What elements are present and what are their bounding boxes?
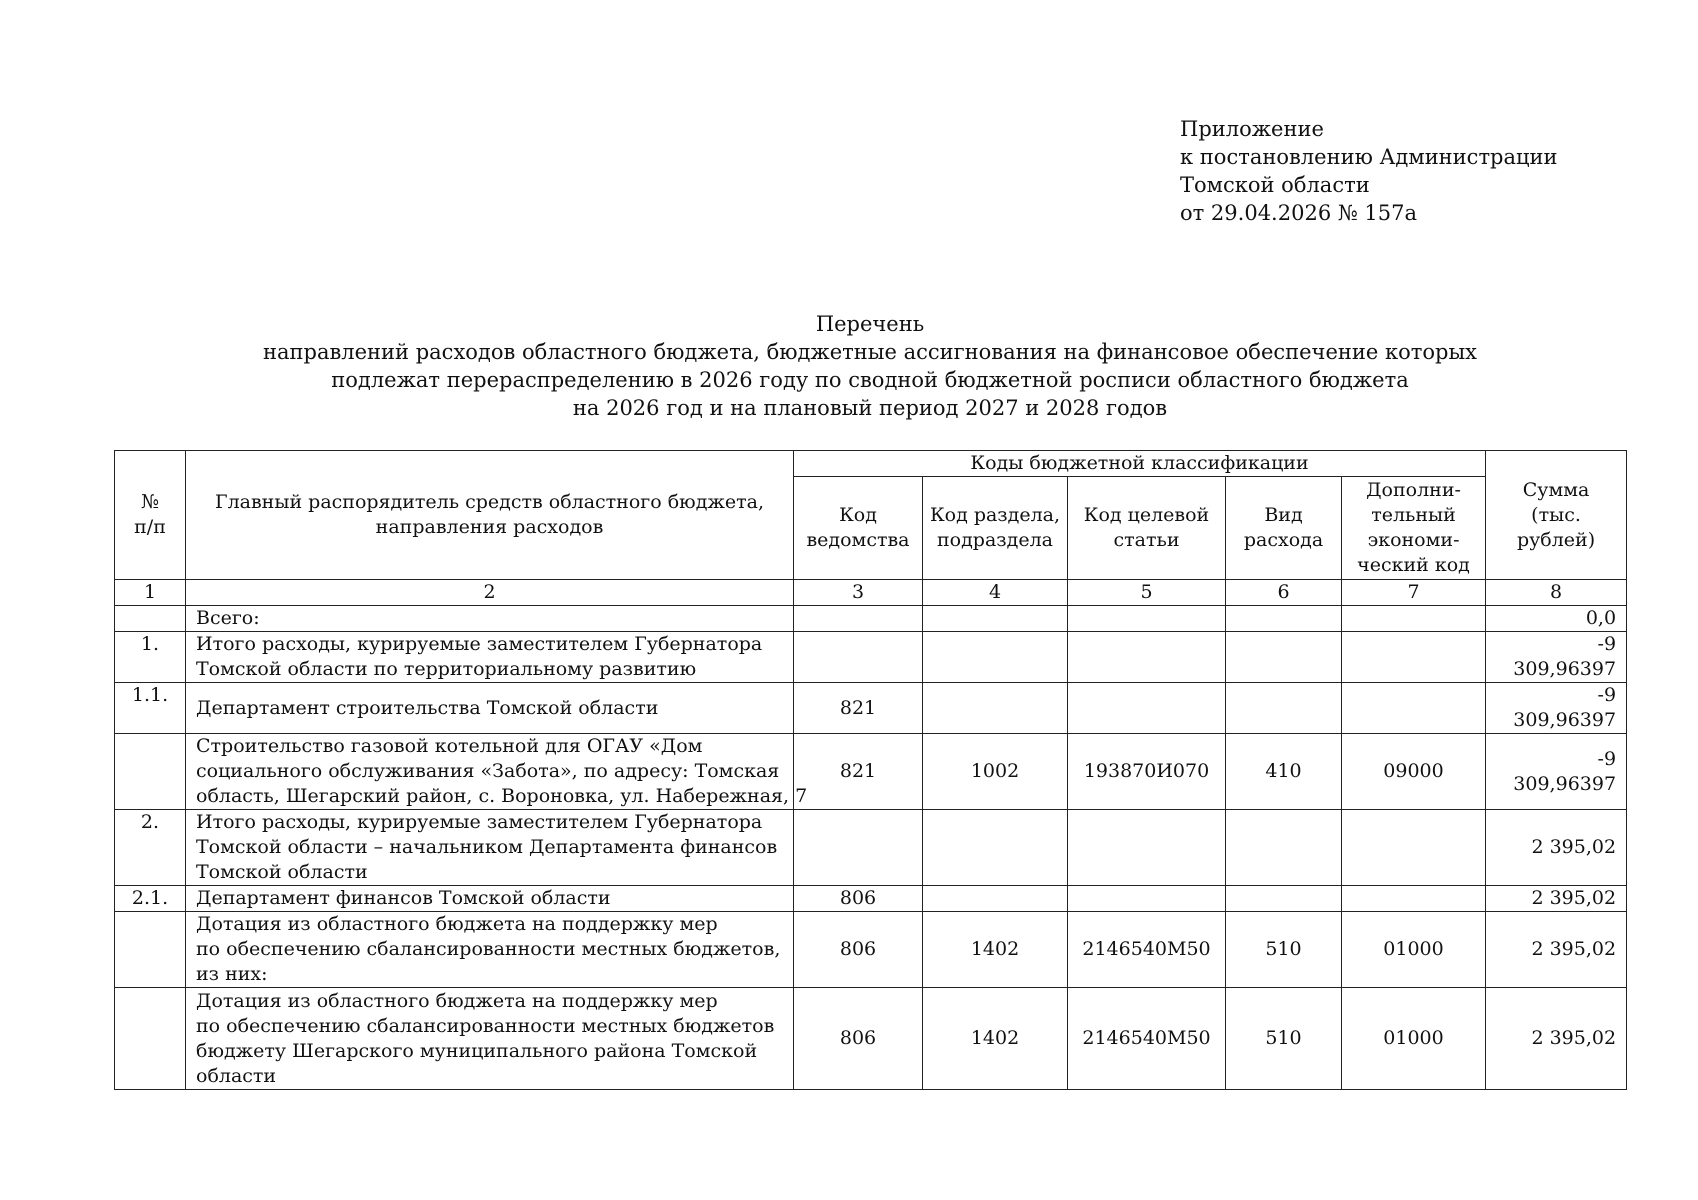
row-code-econ xyxy=(1342,632,1486,683)
appendix-line: от 29.04.2026 № 157а xyxy=(1180,201,1417,225)
row-sum: -9 309,96397 xyxy=(1486,734,1627,810)
row-code-dept: 821 xyxy=(794,683,923,734)
table-row xyxy=(115,912,1627,988)
column-number: 1 xyxy=(115,580,186,606)
row-name xyxy=(186,912,794,988)
row-sum: 2 395,02 xyxy=(1486,912,1627,988)
title-line: подлежат перераспределению в 2026 году по сводной бюджетной росписи областного бюджета xyxy=(331,368,1409,392)
row-name-line: Департамент финансов Томской области xyxy=(196,887,611,909)
row-code-target: 2146540М50 xyxy=(1068,912,1226,988)
row-sum: -9 309,96397 xyxy=(1486,632,1627,683)
row-name xyxy=(186,886,794,912)
header-code-econ: Дополни- тельный экономи- ческий код xyxy=(1342,477,1486,580)
row-name-line: социального обслуживания «Забота», по адресу: Томская xyxy=(196,760,780,782)
row-name xyxy=(186,734,808,810)
row-code-dept xyxy=(794,810,923,886)
row-name xyxy=(186,632,794,683)
row-code-target xyxy=(1068,810,1226,886)
row-code-expense xyxy=(1226,606,1342,632)
row-code-dept: 806 xyxy=(794,912,923,988)
row-name xyxy=(186,683,794,734)
row-name-line: Томской области по территориальному развитию xyxy=(196,658,697,680)
row-code-target xyxy=(1068,683,1226,734)
row-code-target xyxy=(1068,886,1226,912)
row-code-dept: 806 xyxy=(794,988,923,1090)
row-sum: 2 395,02 xyxy=(1486,988,1627,1090)
row-name-line: Томской области – начальником Департамента финансов xyxy=(196,836,778,858)
row-code-dept: 821 xyxy=(794,734,923,810)
row-name-line: из них: xyxy=(196,963,268,985)
column-number: 4 xyxy=(923,580,1068,606)
row-code-section: 1002 xyxy=(923,734,1068,810)
document-title xyxy=(0,310,1698,422)
appendix-line: Томской области xyxy=(1180,173,1370,197)
appendix-block xyxy=(1180,115,1558,227)
header-num: № п/п xyxy=(115,451,186,580)
header-sum: Сумма (тыс. рублей) xyxy=(1486,451,1627,580)
row-code-expense xyxy=(1226,632,1342,683)
row-name-line: бюджету Шегарского муниципального района Томской xyxy=(196,1039,758,1062)
row-code-econ: 01000 xyxy=(1342,912,1486,988)
row-name-line: по обеспечению сбалансированности местных бюджетов, xyxy=(196,938,781,960)
header-code-target: Код целевой статьи xyxy=(1068,477,1226,580)
row-code-section xyxy=(923,606,1068,632)
row-code-econ xyxy=(1342,683,1486,734)
row-code-expense: 410 xyxy=(1226,734,1342,810)
budget-table xyxy=(114,450,1627,1090)
row-number: 1.1. xyxy=(115,683,186,734)
column-number: 8 xyxy=(1486,580,1627,606)
row-code-target xyxy=(1068,632,1226,683)
column-number: 3 xyxy=(794,580,923,606)
row-name-line: область, Шегарский район, с. Вороновка, ул. Набережная, 7 xyxy=(196,785,808,807)
row-code-section xyxy=(923,632,1068,683)
table-row xyxy=(115,886,1627,912)
row-code-section: 1402 xyxy=(923,912,1068,988)
row-name-line: Дотация из областного бюджета на поддержку мер xyxy=(196,913,718,935)
row-name-line: Строительство газовой котельной для ОГАУ «Дом xyxy=(196,735,703,757)
row-number: 2.1. xyxy=(115,886,186,912)
title-line: направлений расходов областного бюджета, бюджетные ассигнования на финансовое обеспечение которых xyxy=(262,340,1477,364)
row-code-expense: 510 xyxy=(1226,988,1342,1090)
row-code-target: 2146540М50 xyxy=(1068,988,1226,1090)
row-name-line: Итого расходы, курируемые заместителем Губернатора xyxy=(196,633,763,655)
table-row xyxy=(115,606,1627,632)
header-codes-group: Коды бюджетной классификации xyxy=(794,451,1486,477)
row-code-target xyxy=(1068,606,1226,632)
appendix-line: к постановлению Администрации xyxy=(1180,145,1558,169)
row-name-line: Томской области xyxy=(196,861,368,883)
row-code-econ xyxy=(1342,810,1486,886)
column-number: 7 xyxy=(1342,580,1486,606)
title-line: на 2026 год и на плановый период 2027 и 2028 годов xyxy=(572,396,1168,420)
row-code-target: 193870И070 xyxy=(1068,734,1226,810)
row-number xyxy=(115,988,186,1090)
row-name-line: области xyxy=(196,1064,277,1087)
row-name-line: Итого расходы, курируемые заместителем Губернатора xyxy=(196,811,763,833)
column-number: 6 xyxy=(1226,580,1342,606)
row-name xyxy=(186,810,794,886)
header-code-section: Код раздела, подраздела xyxy=(923,477,1068,580)
row-sum: -9 309,96397 xyxy=(1486,683,1627,734)
header-name: Главный распорядитель средств областного бюджета, направления расходов xyxy=(186,451,794,580)
column-number: 2 xyxy=(186,580,794,606)
row-code-expense xyxy=(1226,810,1342,886)
row-code-dept: 806 xyxy=(794,886,923,912)
row-code-econ: 01000 xyxy=(1342,988,1486,1090)
row-number xyxy=(115,912,186,988)
row-code-expense xyxy=(1226,683,1342,734)
row-number: 2. xyxy=(115,810,186,886)
row-code-econ xyxy=(1342,606,1486,632)
row-number xyxy=(115,734,186,810)
header-code-dept: Код ведомства xyxy=(794,477,923,580)
column-number: 5 xyxy=(1068,580,1226,606)
table-row xyxy=(115,810,1627,886)
row-sum: 0,0 xyxy=(1486,606,1627,632)
title-line: Перечень xyxy=(815,312,925,336)
row-code-dept xyxy=(794,632,923,683)
row-code-section xyxy=(923,886,1068,912)
row-code-expense xyxy=(1226,886,1342,912)
row-sum: 2 395,02 xyxy=(1486,810,1627,886)
row-number: 1. xyxy=(115,632,186,683)
row-code-section: 1402 xyxy=(923,988,1068,1090)
row-name-line: Дотация из областного бюджета на поддержку мер xyxy=(196,989,718,1012)
table-row xyxy=(115,683,1627,734)
table-row xyxy=(115,632,1627,683)
header-row xyxy=(115,451,1627,477)
table-row xyxy=(115,988,1627,1090)
row-code-section xyxy=(923,810,1068,886)
appendix-line: Приложение xyxy=(1180,117,1324,141)
row-code-section xyxy=(923,683,1068,734)
row-name-line: Департамент строительства Томской области xyxy=(196,696,659,719)
column-number-row xyxy=(115,580,1627,606)
row-code-econ: 09000 xyxy=(1342,734,1486,810)
row-code-expense: 510 xyxy=(1226,912,1342,988)
table-row xyxy=(115,734,1627,810)
row-name-line: Всего: xyxy=(196,607,260,629)
row-name xyxy=(186,606,794,632)
row-code-dept xyxy=(794,606,923,632)
row-sum: 2 395,02 xyxy=(1486,886,1627,912)
row-code-econ xyxy=(1342,886,1486,912)
row-number xyxy=(115,606,186,632)
row-name-line: по обеспечению сбалансированности местных бюджетов xyxy=(196,1014,775,1037)
row-name xyxy=(186,988,794,1090)
header-code-expense: Вид расхода xyxy=(1226,477,1342,580)
